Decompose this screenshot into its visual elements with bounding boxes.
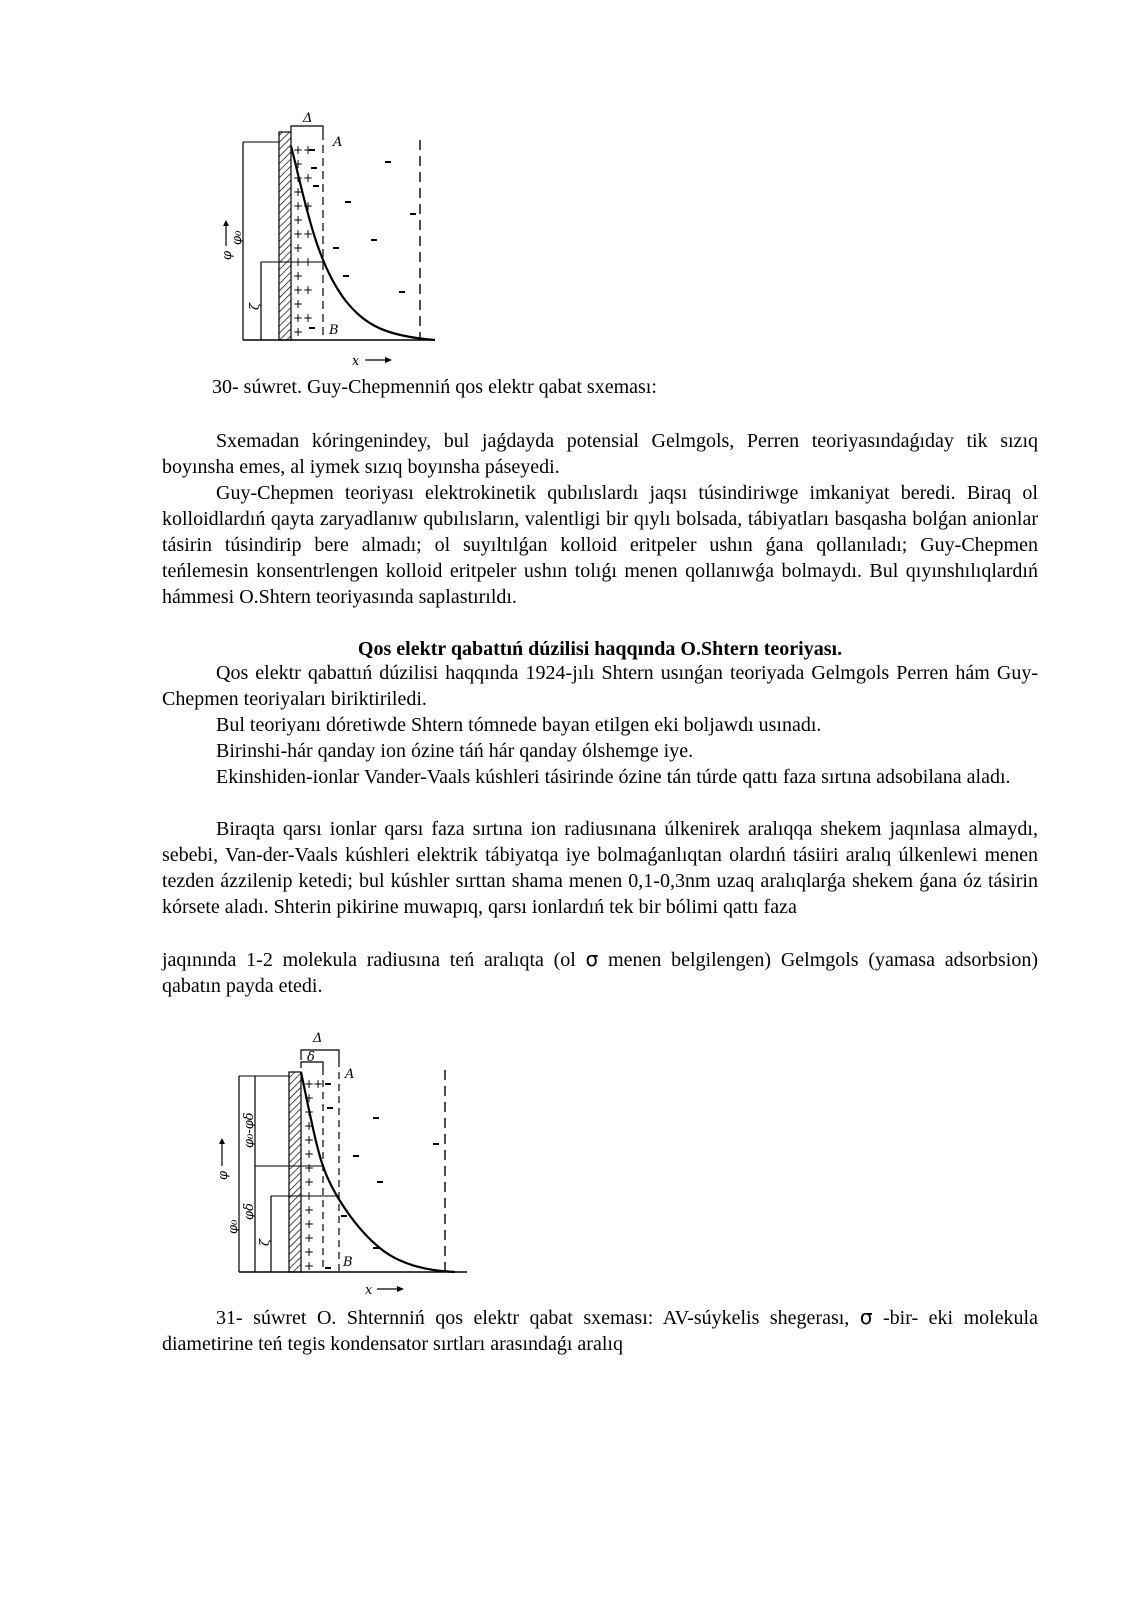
svg-text:+: + [304,1245,315,1259]
figure-31-caption: 31- súwret O. Shternniń qos elektr qabat sxeması: AV-súykelis shegerası, σ -bir- eki molekula diametirine teń tegis kondensator sırtları arasındaǵı aralıq [162,1305,1038,1355]
fig31-x-label: x [365,1283,373,1296]
svg-text:+: + [304,1077,315,1091]
fig31-phi-label: φ [216,1170,231,1180]
svg-text:+: + [303,199,314,213]
paragraph-3: Qos elektr qabattıń dúzilisi haqqında 1924-jılı Shtern usınǵan teoriyada Gelmgols Perren hám Guy-Chepmen teoriyaları biriktiriledi. [162,662,1038,710]
fig31-B-label: B [343,1255,353,1270]
fig30-delta-label: Δ [303,111,313,126]
fig31-delta-label: Δ [313,1031,323,1046]
svg-text:+: + [293,185,304,199]
svg-text:+: + [313,1077,324,1091]
svg-text:+: + [304,1189,315,1203]
fig31-phi0-label: φ₀ [226,1219,241,1234]
svg-text:+: + [304,1147,315,1161]
fig31-zeta-label: ζ [258,1238,273,1246]
svg-text:+: + [303,311,314,325]
svg-text:+: + [304,1133,315,1147]
svg-text:+: + [304,1259,315,1273]
paragraph-6: Ekinshiden-ionlar Vander-Vaals kúshleri tásirinde ózine tán túrde qattı faza sırtına adsobilana aladı. [216,766,1011,788]
svg-text:+: + [304,1175,315,1189]
svg-text:+: + [303,171,314,185]
figure-30-caption: 30- súwret. Guy-Chepmenniń qos elektr qabat sxeması: [212,376,657,398]
paragraph-5: Birinshi-hár qanday ion ózine táń hár qanday ólshemge iye. [216,740,694,762]
svg-text:+: + [293,199,304,213]
paragraph-1: Sxemadan kóringenindey, bul jaǵdayda potensial Gelmgols, Perren teoriyasındaǵıday tik sızıq boyınsha emes, al iymek sızıq boyınsha páseyedi. [162,430,1038,478]
paragraph-7: Biraqta qarsı ionlar qarsı faza sırtına ion radiusınana úlkenirek aralıqqa shekem jaqınlasa almaydı, sebebi, Van-der-Vaals kúshleri elektrik tábiyatqa iye bolmaǵanlıqtan olardıń tásiiri aralıq úlkenlewi menen tezden ázzilenip ketedi; bul kúshler sırttan shama menen 0,1-0,3nm uzaq aralıqlarǵa shekem ǵana óz tásirin kórsete aladı. Shterin pikirine muwapıq, qarsı ionlardıń tek bir bólimi qattı faza [162,818,1038,918]
svg-text:+: + [303,227,314,241]
svg-text:+: + [304,1203,315,1217]
fig30-phi-label: φ [220,250,235,260]
svg-text:+: + [293,171,304,185]
svg-text:+: + [293,157,304,171]
paragraph-8: jaqınında 1-2 molekula radiusına teń aralıqta (ol σ menen belgilengen) Gelmgols (yamasa adsorbsion) qabatın payda etedi. [162,947,1039,997]
fig30-x-label: x [352,354,360,369]
fig31-phi-delta-label: φδ [242,1203,257,1220]
svg-text:+: + [293,241,304,255]
caption-sigma-symbol: σ [859,1305,873,1329]
svg-text:+: + [304,1231,315,1245]
fig31-phi0-minus-label: φ₀-φδ [242,1112,257,1148]
fig31-A-label: A [345,1067,355,1082]
svg-text:+: + [293,227,304,241]
section-heading: Qos elektr qabattıń dúzilisi haqqında O.Shtern teoriyası. [357,638,843,660]
paragraph-4: Bul teoriyanı dóretiwde Shtern tómnede bayan etilgen eki boljawdı usınadı. [216,714,822,736]
svg-text:+: + [303,143,314,157]
svg-text:+: + [304,1091,315,1105]
fig30-zeta-label: ζ [248,302,263,310]
sigma-symbol: σ [585,947,599,971]
svg-text:+: + [293,325,304,339]
fig30-phi0-label: φ₀ [230,230,245,245]
svg-text:+: + [304,1217,315,1231]
svg-text:+: + [293,255,304,269]
fig30-B-label: B [329,323,339,338]
svg-text:+: + [303,255,314,269]
figure-31-diagram [205,1020,475,1296]
svg-text:+: + [293,269,304,283]
svg-text:+: + [293,143,304,157]
svg-text:+: + [304,1161,315,1175]
svg-text:+: + [293,283,304,297]
figure-30-diagram [205,110,455,372]
svg-text:+: + [304,1119,315,1133]
svg-text:+: + [303,283,314,297]
svg-text:+: + [293,297,304,311]
svg-text:+: + [293,311,304,325]
paragraph-2: Guy-Chepmen teoriyası elektrokinetik qubılıslardı jaqsı túsindiriwge imkaniyat beredi. Biraq ol kolloidlardıń qayta zaryadlanıw qubılısların, valentligi bir qıylı bolsada, tábiyatları basqasha bolǵan anionlar tásirin túsindirip bere almadı; ol suyıltılǵan kolloid eritpeler ushın ǵana qollanıladı; Guy-Chepmen teńlemesin konsentrlengen kolloid eritpeler ushın tolıǵı menen qollanıwǵa bolmaydı. Bul qıyınshılıqlardıń hámmesi O.Shtern teoriyasında saplastırıldı. [162,482,1038,608]
fig30-A-label: A [333,135,343,150]
svg-text:+: + [293,213,304,227]
fig31-small-delta-label: δ [307,1050,315,1065]
svg-text:+: + [304,1105,315,1119]
